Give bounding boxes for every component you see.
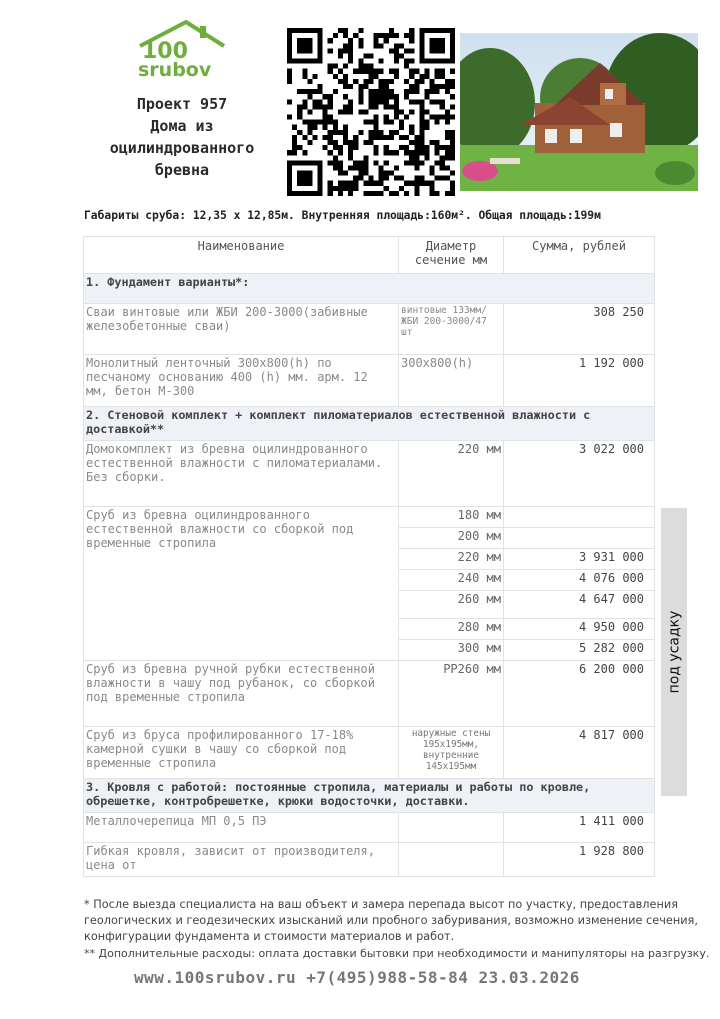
row-sum: 1 192 000 — [504, 355, 655, 407]
footer-contacts: www.100srubov.ru +7(495)988-58-84 23.03.2026 — [134, 968, 580, 987]
row-name: Сруб из бревна ручной рубки естественной влажности в чашу под рубанок, со сборкой под временные стропила — [84, 661, 399, 727]
row-sum: 308 250 — [504, 304, 655, 355]
table-row — [84, 661, 655, 727]
row-name: Монолитный ленточный 300х800(h) по песчаному основанию 400 (h) мм. арм. 12 мм, бетон М-300 — [84, 355, 399, 407]
row-diameter: 220 мм — [399, 441, 504, 507]
table-row — [84, 507, 655, 528]
row-diameter: 300х800(h) — [399, 355, 504, 407]
table-row — [84, 355, 655, 407]
header-name: Наименование — [84, 237, 399, 274]
log-sum: 3 931 000 — [504, 549, 655, 570]
log-diameter: 280 мм — [399, 619, 504, 640]
log-sum: 4 647 000 — [504, 591, 655, 619]
table-row — [84, 304, 655, 355]
log-diameter: 200 мм — [399, 528, 504, 549]
log-diameter: 240 мм — [399, 570, 504, 591]
logo — [128, 18, 228, 80]
table-row — [84, 441, 655, 507]
logo-brand: srubov — [138, 59, 212, 80]
title-line: оцилиндрованного — [109, 139, 255, 157]
row-name: Домокомплект из бревна оцилиндрованного естественной влажности с пиломатериалами. Без сборки. — [84, 441, 399, 507]
row-sum: 4 817 000 — [504, 727, 655, 779]
log-sum — [504, 528, 655, 549]
footnote-1: * После выезда специалиста на ваш объект и замера перепада высот по участку, предоставления геологических и геодезических изысканий или пробного забуривания, возможно изменение сечения, конфигурации фундамента и стоимости материалов и работ. — [84, 898, 698, 943]
shrinkage-tab — [661, 508, 687, 796]
section-title: 1. Фундамент варианты*: — [84, 274, 655, 304]
dimensions-line: Габариты сруба: 12,35 х 12,85м. Внутренняя площадь:160м². Общая площадь:199м — [84, 209, 601, 222]
section-row — [84, 407, 655, 441]
log-diameter: 260 мм — [399, 591, 504, 619]
row-diameter — [399, 843, 504, 877]
row-sum: 1 411 000 — [504, 813, 655, 843]
section-row — [84, 274, 655, 304]
row-name: Сруб из бревна оцилиндрованного естественной влажности со сборкой под временные стропила — [84, 507, 399, 661]
log-diameter: 180 мм — [399, 507, 504, 528]
row-name: Сруб из бруса профилированного 17-18% камерной сушки в чашу со сборкой под временные стропила — [84, 727, 399, 779]
log-diameter: 220 мм — [399, 549, 504, 570]
qr-code — [287, 28, 455, 196]
log-sum: 4 076 000 — [504, 570, 655, 591]
price-table — [83, 236, 655, 877]
row-diameter — [399, 813, 504, 843]
shrinkage-label: под усадку — [666, 610, 682, 694]
section-title: 2. Стеновой комплект + комплект пиломатериалов естественной влажности с доставкой** — [84, 407, 655, 441]
table-row — [84, 727, 655, 779]
row-diameter: РР260 мм — [399, 661, 504, 727]
log-diameter: 300 мм — [399, 640, 504, 661]
row-diameter: винтовые 133мм/ЖБИ 200-3000/47 шт — [399, 304, 504, 355]
footnote-2: ** Дополнительные расходы: оплата доставки бытовки при необходимости и манипуляторы на разгрузку. — [84, 947, 710, 960]
header-diameter: Диаметр сечение мм — [399, 237, 504, 274]
section-title: 3. Кровля с работой: постоянные стропила, материалы и работы по кровле, обрешетке, контробрешетке, крюки водосточки, доставки. — [84, 779, 655, 813]
row-name: Сваи винтовые или ЖБИ 200-3000(забивные железобетонные сваи) — [84, 304, 399, 355]
title-line: бревна — [154, 161, 210, 179]
logo-number: 100 — [142, 39, 188, 64]
log-sum: 4 950 000 — [504, 619, 655, 640]
section-row — [84, 779, 655, 813]
row-name: Металлочерепица МП 0,5 ПЭ — [84, 813, 399, 843]
row-sum: 3 022 000 — [504, 441, 655, 507]
table-header-row — [84, 237, 655, 274]
row-sum: 1 928 800 — [504, 843, 655, 877]
project-title — [84, 93, 280, 181]
row-diameter: наружные стены 195х195мм, внутренние 145х195мм — [399, 727, 504, 779]
row-name: Гибкая кровля, зависит от производителя, цена от — [84, 843, 399, 877]
table-row — [84, 813, 655, 843]
title-line: Проект 957 — [136, 95, 228, 113]
log-sum: 5 282 000 — [504, 640, 655, 661]
row-sum: 6 200 000 — [504, 661, 655, 727]
title-line: Дома из — [150, 117, 214, 135]
log-sum — [504, 507, 655, 528]
header-sum: Сумма, рублей — [504, 237, 655, 274]
table-row — [84, 843, 655, 877]
house-photo — [460, 33, 698, 191]
